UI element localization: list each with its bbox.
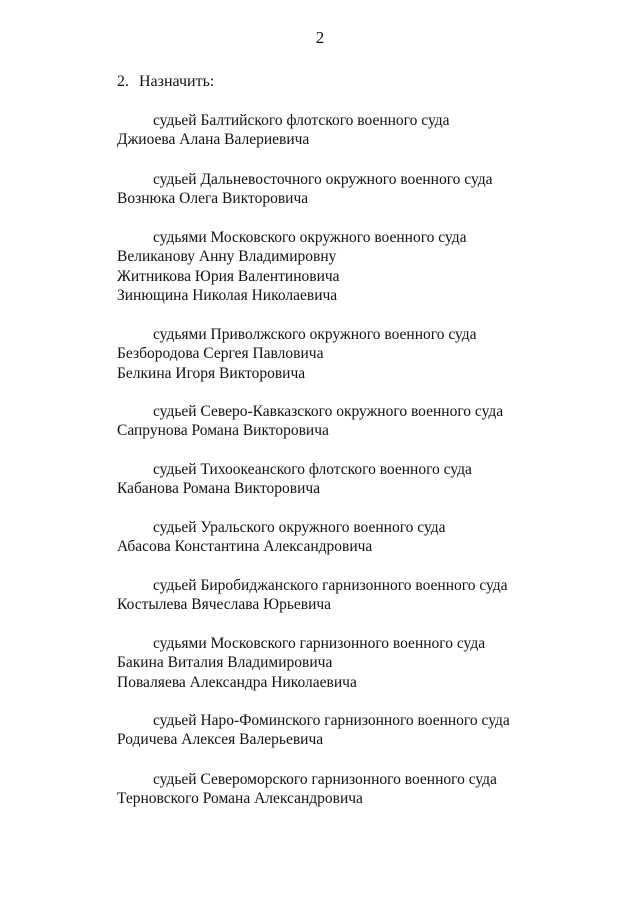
- appointment-block: [117, 111, 617, 150]
- section-title: Назначить:: [139, 73, 215, 90]
- appointee-name: Поваляева Александра Николаевича: [117, 673, 357, 691]
- court-position: судьями Московского окружного военного суда: [153, 229, 467, 246]
- appointee-name: Сапрунова Романа Викторовича: [117, 422, 329, 440]
- section-number: 2.: [117, 73, 129, 90]
- court-position: судьей Наро-Фоминского гарнизонного военного суда: [153, 712, 510, 729]
- court-position: судьей Североморского гарнизонного военного суда: [153, 771, 497, 788]
- appointment-block: [117, 170, 617, 209]
- appointee-name: Вознюка Олега Викторовича: [117, 190, 309, 208]
- appointment-block: [117, 228, 617, 306]
- appointment-block: [117, 325, 617, 383]
- court-position: судьей Уральского окружного военного суда: [153, 519, 446, 536]
- section-heading: [117, 72, 214, 92]
- appointee-name: Белкина Игоря Викторовича: [117, 364, 306, 382]
- appointee-name: Зинющина Николая Николаевича: [117, 287, 338, 305]
- court-position: судьей Биробиджанского гарнизонного военного суда: [153, 577, 508, 594]
- appointee-name: Безбородова Сергея Павловича: [117, 345, 324, 363]
- appointment-block: [117, 634, 617, 692]
- appointee-name: Кабанова Романа Викторовича: [117, 480, 321, 498]
- court-position: судьей Балтийского флотского военного суда: [153, 112, 450, 129]
- appointee-name: Терновского Романа Александровича: [117, 790, 363, 808]
- court-position: судьями Приволжского окружного военного суда: [153, 326, 477, 343]
- appointment-block: [117, 460, 617, 499]
- court-position: судьями Московского гарнизонного военного суда: [153, 635, 486, 652]
- appointment-block: [117, 576, 617, 615]
- appointee-name: Джиоева Алана Валериевича: [117, 131, 310, 149]
- appointment-block: [117, 518, 617, 557]
- court-position: судьей Дальневосточного окружного военного суда: [153, 171, 493, 188]
- appointee-name: Родичева Алексея Валерьевича: [117, 731, 324, 749]
- appointment-block: [117, 711, 617, 750]
- appointee-name: Абасова Константина Александровича: [117, 538, 373, 556]
- appointee-name: Бакина Виталия Владимировича: [117, 654, 333, 672]
- appointee-name: Костылева Вячеслава Юрьевича: [117, 596, 332, 614]
- page-number: 2: [315, 28, 325, 47]
- appointee-name: Житникова Юрия Валентиновича: [117, 267, 340, 285]
- court-position: судьей Тихоокеанского флотского военного суда: [153, 461, 472, 478]
- appointment-block: [117, 770, 617, 809]
- appointment-block: [117, 402, 617, 441]
- appointee-name: Великанову Анну Владимировну: [117, 248, 337, 266]
- court-position: судьей Северо-Кавказского окружного военного суда: [153, 403, 504, 420]
